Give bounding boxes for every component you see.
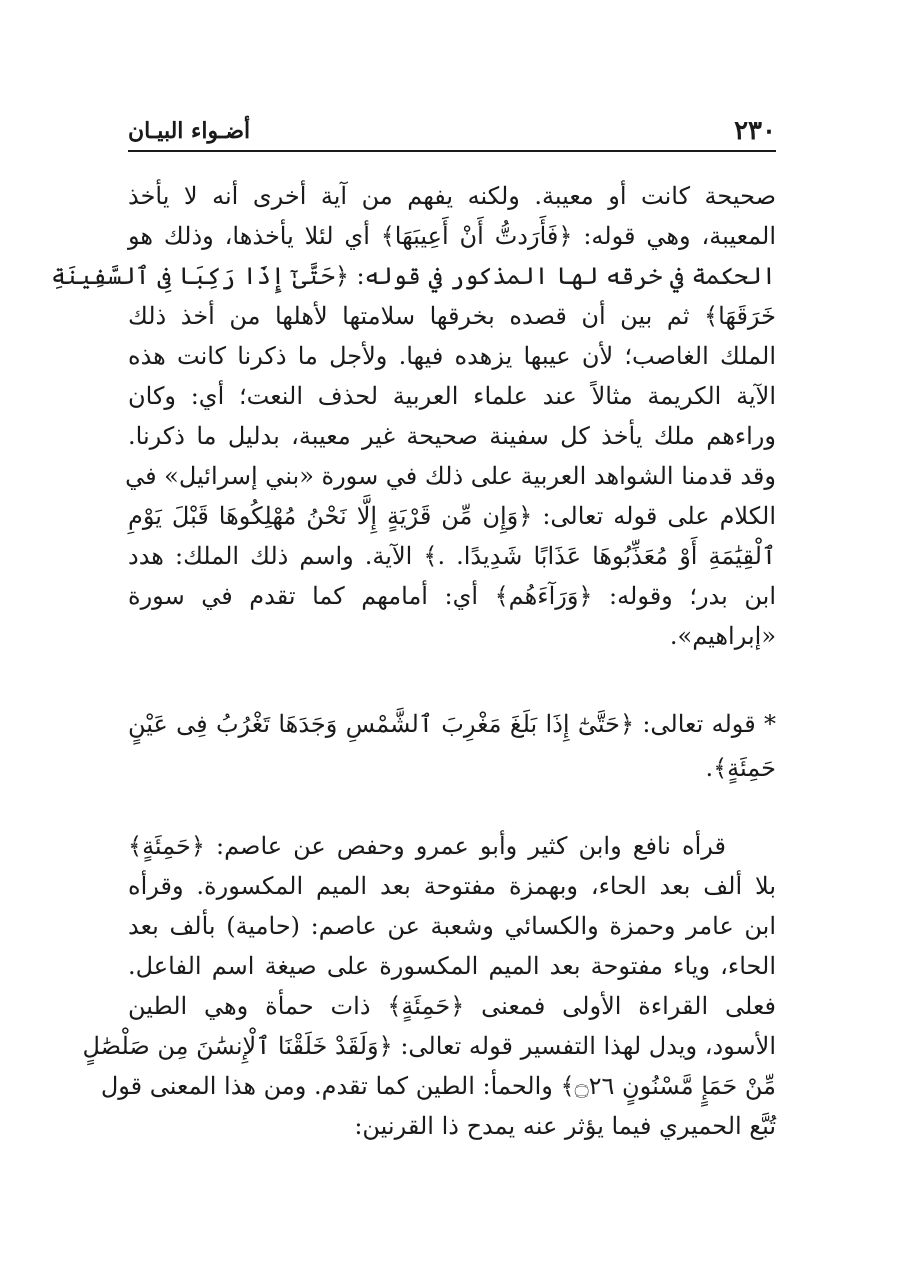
text-line: وراءهم ملك يأخذ كل سفينة صحيحة غير معيبة، بدليل ما ذكرنا. <box>128 422 776 450</box>
text-line: صحيحة كانت أو معيبة. ولكنه يفهم من آية أخرى أنه لا يأخذ <box>128 182 776 210</box>
text-line: حَمِئَةٍ﴾. <box>705 754 776 782</box>
text-line: * قوله تعالى: ﴿حَتَّىٰٓ إِذَا بَلَغَ مَغْرِبَ ٱلشَّمْسِ وَجَدَهَا تَغْرُبُ فِى عَيْنٍ <box>128 710 776 738</box>
text-line: الكلام على قوله تعالى: ﴿وَإِن مِّن قَرْيَةٍ إِلَّا نَحْنُ مُهْلِكُوهَا قَبْلَ يَوْمِ <box>128 502 776 530</box>
paragraph-section-1 <box>51 176 776 656</box>
page-header <box>128 112 776 152</box>
text-line: ٱلْقِيَٰمَةِ أَوْ مُعَذِّبُوهَا عَذَابًا شَدِيدًا. .﴾ الآية. واسم ذلك الملك: هدد <box>128 542 776 570</box>
text-line: وقد قدمنا الشواهد العربية على ذلك في سورة «بني إسرائيل» في <box>125 462 776 490</box>
text-line: «إبراهيم». <box>669 622 776 650</box>
text-line: بلا ألف بعد الحاء، وبهمزة مفتوحة بعد الميم المكسورة. وقرأه <box>128 872 776 900</box>
paragraph-section-3 <box>82 826 776 1146</box>
text-line: مِّنْ حَمَإٍ مَّسْنُونٍ ۝٢٦﴾ والحمأ: الطين كما تقدم. ومن هذا المعنى قول <box>100 1072 776 1100</box>
text-line: الملك الغاصب؛ لأن عيبها يزهده فيها. ولأجل ما ذكرنا كانت هذه <box>128 342 776 370</box>
text-line: خَرَقَهَا﴾ ثم بين أن قصده بخرقها سلامتها لأهلها من أخذ ذلك <box>128 302 776 330</box>
text-line: الأسود، ويدل لهذا التفسير قوله تعالى: ﴿وَلَقَدْ خَلَقْنَا ٱلْإِنسَٰنَ مِن صَلْصَٰلٍ <box>82 1032 776 1060</box>
text-line: ابن بدر؛ وقوله: ﴿وَرَآءَهُم﴾ أي: أمامهم كما تقدم في سورة <box>128 582 776 610</box>
text-line: تُبَّع الحميري فيما يؤثر عنه يمدح ذا القرنين: <box>354 1112 776 1140</box>
text-line: قرأه نافع وابن كثير وأبو عمرو وحفص عن عاصم: ﴿حَمِئَةٍ﴾ <box>128 832 726 860</box>
text-line: الحاء، وياء مفتوحة بعد الميم المكسورة على صيغة اسم الفاعل. <box>128 952 776 980</box>
text-line: الآية الكريمة مثالاً عند علماء العربية لحذف النعت؛ أي: وكان <box>128 382 776 410</box>
text-line: الحكمة في خرقه لها المذكور في قوله: ﴿حَتَّىٰٓ إِذَا رَكِبَا فِى ٱلسَّفِينَةِ <box>51 262 776 290</box>
running-title: أضـواء البيـان <box>128 118 251 144</box>
page-number: ٢٣٠ <box>734 116 776 146</box>
verse-heading <box>128 702 776 790</box>
text-line: فعلى القراءة الأولى فمعنى ﴿حَمِئَةٍ﴾ ذات حمأة وهي الطين <box>128 992 776 1020</box>
text-line: ابن عامر وحمزة والكسائي وشعبة عن عاصم: (حامية) بألف بعد <box>128 912 776 940</box>
text-line: المعيبة، وهي قوله: ﴿فَأَرَدتُّ أَنْ أَعِيبَهَا﴾ أي لئلا يأخذها، وذلك هو <box>128 222 776 250</box>
